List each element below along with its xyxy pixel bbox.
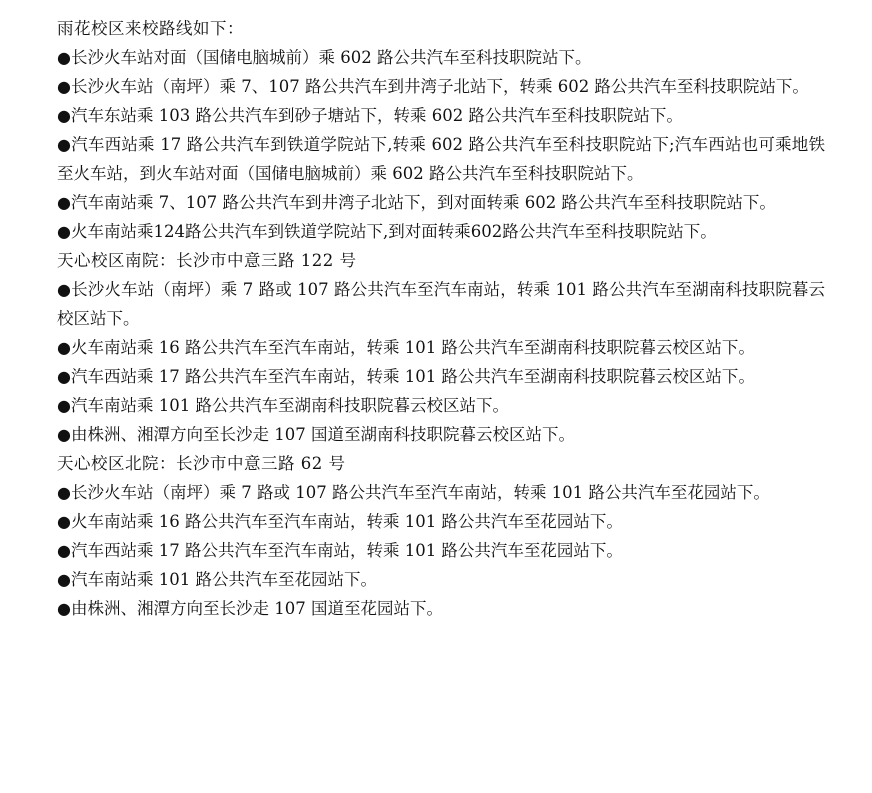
bullet-icon: ●	[57, 48, 71, 67]
route-item	[57, 275, 825, 333]
route-item	[57, 594, 825, 623]
bullet-icon: ●	[57, 367, 71, 386]
route-text: 汽车南站乘 7、107 路公共汽车到井湾子北站下，到对面转乘 602 路公共汽车至科技职院站下。	[70, 193, 776, 212]
route-text: 汽车南站乘 101 路公共汽车至湖南科技职院暮云校区站下。	[70, 396, 509, 415]
bullet-icon: ●	[57, 135, 72, 154]
route-text: 火车南站乘124路公共汽车到铁道学院站下,到对面转乘602路公共汽车至科技职院站下。	[70, 222, 717, 241]
route-text: 汽车西站乘 17 路公共汽车至汽车南站，转乘 101 路公共汽车至花园站下。	[70, 541, 623, 560]
route-text: 长沙火车站（南坪）乘 7、107 路公共汽车到井湾子北站下，转乘 602 路公共汽车至科技职院站下。	[70, 77, 809, 96]
bullet-icon: ●	[57, 570, 71, 589]
bullet-icon: ●	[57, 338, 71, 357]
bullet-icon: ●	[57, 599, 71, 618]
section-heading-tianxin-south: 天心校区南院：长沙市中意三路 122 号	[57, 251, 357, 270]
route-text: 汽车西站乘 17 路公共汽车至汽车南站，转乘 101 路公共汽车至湖南科技职院暮云校区站下。	[70, 367, 755, 386]
route-text: 汽车西站乘 17 路公共汽车到铁道学院站下,转乘 602 路公共汽车至科技职院站下;汽车西站也可乘地铁至火车站，到火车站对面（国储电脑城前）乘 602 路公共汽车至科技职院站下。	[57, 135, 825, 183]
route-document	[57, 14, 825, 623]
route-text: 长沙火车站（南坪）乘 7 路或 107 路公共汽车至汽车南站，转乘 101 路公共汽车至花园站下。	[70, 483, 770, 502]
bullet-icon: ●	[57, 280, 72, 299]
section-heading-tianxin-north: 天心校区北院：长沙市中意三路 62 号	[57, 454, 346, 473]
route-item	[57, 101, 825, 130]
route-item	[57, 217, 825, 246]
bullet-icon: ●	[57, 222, 71, 241]
route-item	[57, 43, 825, 72]
bullet-icon: ●	[57, 483, 71, 502]
bullet-icon: ●	[57, 512, 71, 531]
bullet-icon: ●	[57, 193, 71, 212]
route-text: 火车南站乘 16 路公共汽车至汽车南站，转乘 101 路公共汽车至花园站下。	[70, 512, 623, 531]
route-text: 长沙火车站对面（国储电脑城前）乘 602 路公共汽车至科技职院站下。	[70, 48, 592, 67]
bullet-icon: ●	[57, 106, 71, 125]
route-item	[57, 188, 825, 217]
route-item	[57, 478, 825, 507]
route-item	[57, 420, 825, 449]
route-text: 长沙火车站（南坪）乘 7 路或 107 路公共汽车至汽车南站，转乘 101 路公共汽车至湖南科技职院暮云校区站下。	[57, 280, 825, 328]
bullet-icon: ●	[57, 396, 71, 415]
route-text: 汽车南站乘 101 路公共汽车至花园站下。	[70, 570, 377, 589]
section-heading-yuhua: 雨花校区来校路线如下：	[57, 19, 244, 38]
route-item	[57, 391, 825, 420]
route-item	[57, 333, 825, 362]
bullet-icon: ●	[57, 541, 71, 560]
route-item	[57, 72, 825, 101]
route-item	[57, 565, 825, 594]
route-item	[57, 536, 825, 565]
route-item	[57, 362, 825, 391]
route-item	[57, 507, 825, 536]
route-text: 火车南站乘 16 路公共汽车至汽车南站，转乘 101 路公共汽车至湖南科技职院暮云校区站下。	[70, 338, 755, 357]
route-text: 汽车东站乘 103 路公共汽车到砂子塘站下，转乘 602 路公共汽车至科技职院站下。	[70, 106, 683, 125]
route-text: 由株洲、湘潭方向至长沙走 107 国道至湖南科技职院暮云校区站下。	[70, 425, 575, 444]
bullet-icon: ●	[57, 425, 71, 444]
bullet-icon: ●	[57, 77, 71, 96]
route-item	[57, 130, 825, 188]
route-text: 由株洲、湘潭方向至长沙走 107 国道至花园站下。	[70, 599, 443, 618]
